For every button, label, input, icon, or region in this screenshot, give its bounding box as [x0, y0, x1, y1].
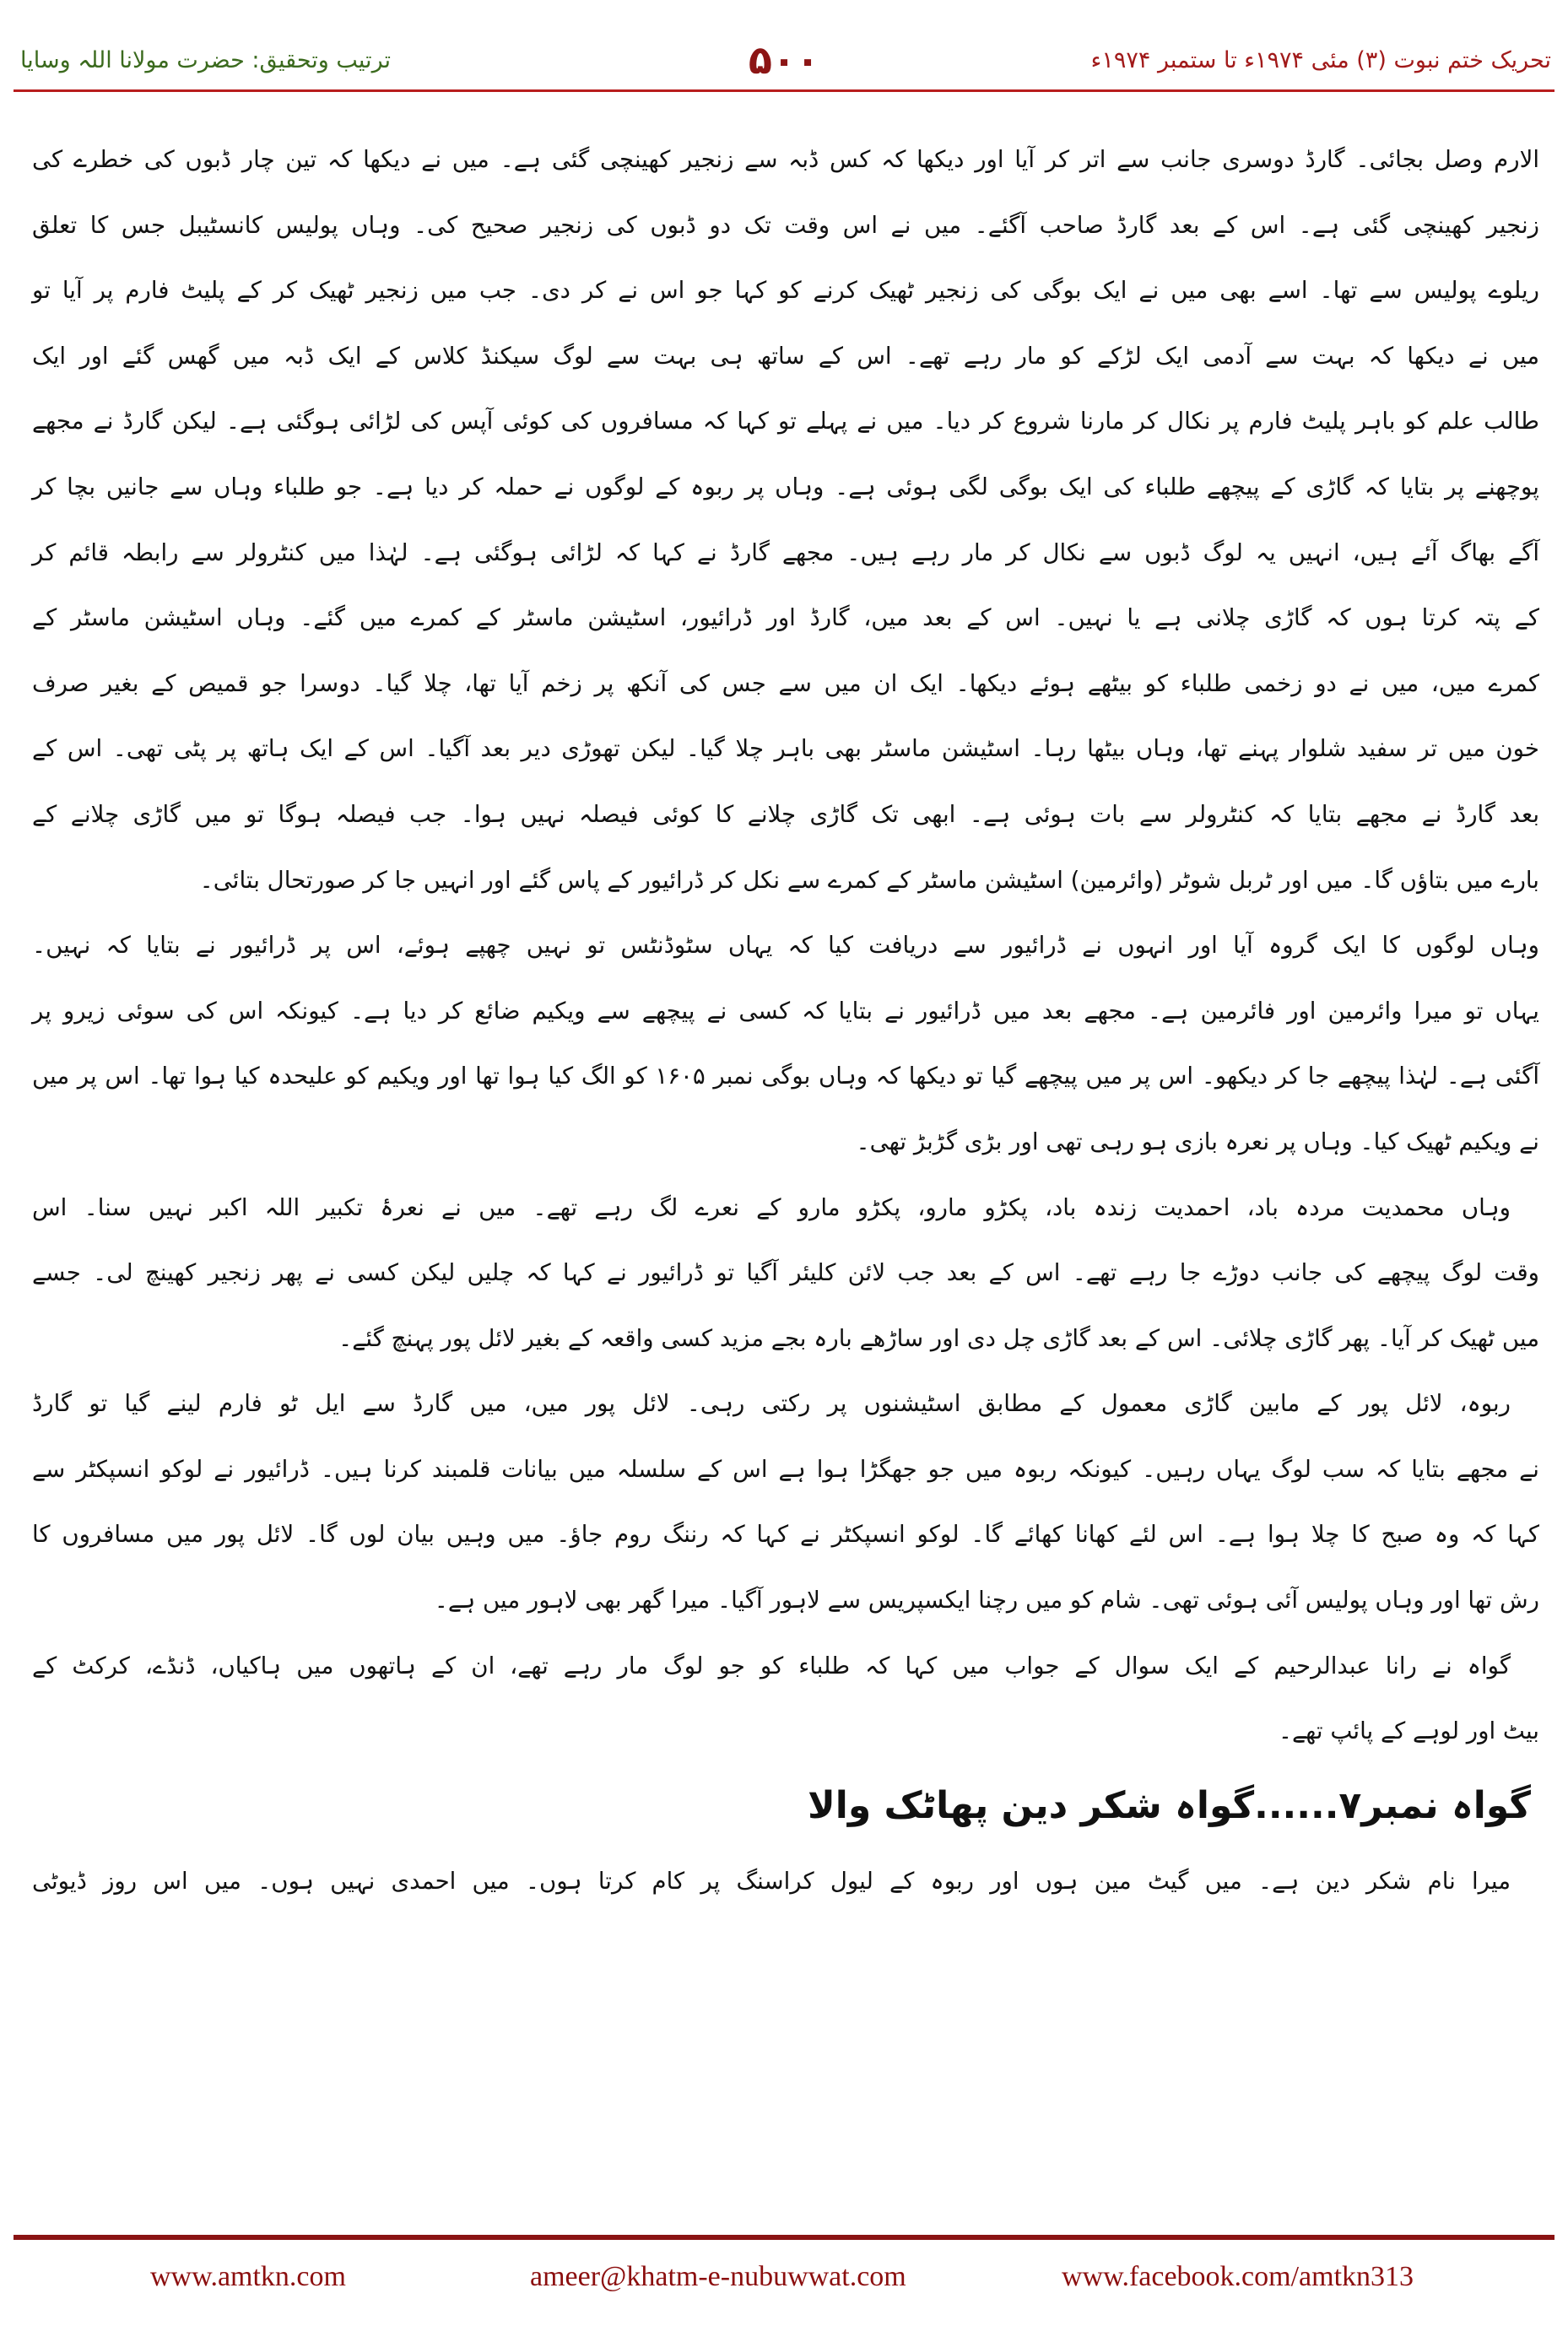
body-text-line: نے مجھے بتایا کہ سب لوگ یہاں رہیں۔ کیونکہ ربوہ میں جو جھگڑا ہوا ہے اس کے سلسلہ میں بیانات قلمبند کرنا ہیں۔ ڈرائیور نے لوکو انسپکٹر سے	[32, 1454, 1539, 1483]
running-title: تحریک ختم نبوت (۳) مئی ۱۹۷۴ء تا ستمبر ۱۹۷۴ء	[1090, 47, 1551, 73]
body-text-line: وہاں لوگوں کا ایک گروہ آیا اور انہوں نے ڈرائیور سے دریافت کیا کہ یہاں سٹوڈنٹس تو نہیں چھپے ہوئے، اس پر ڈرائیور نے بتایا کہ نہیں۔	[32, 931, 1539, 960]
body-text-line: کہا کہ وہ صبح کا چلا ہوا ہے۔ اس لئے کھانا کھائے گا۔ لوکو انسپکٹر نے کہا کہ رننگ روم جاؤ۔ میں وہیں بیان لوں گا۔ لائل پور میں مسافروں کا	[32, 1520, 1539, 1549]
body-text-line: بیٹ اور لوہے کے پائپ تھے۔	[1278, 1717, 1539, 1745]
header-rule	[14, 89, 1554, 92]
body-text-line: زنجیر کھینچی گئی ہے۔ اس کے بعد گارڈ صاحب آگئے۔ میں نے اس وقت تک دو ڈبوں کی زنجیر صحیح کی۔ وہاں پولیس کانسٹیبل جس کا تعلق	[32, 210, 1539, 239]
footer-email: ameer@khatm-e-nubuwwat.com	[530, 2261, 906, 2292]
body-text-line: آگے بھاگ آئے ہیں، انہیں یہ لوگ ڈبوں سے نکال کر مار رہے ہیں۔ مجھے گارڈ نے کہا کہ لڑائی ہوگئی ہے۔ لہٰذا میں کنٹرولر سے رابطہ قائم کر	[32, 538, 1539, 566]
compiler-credit: ترتیب وتحقیق: حضرت مولانا اللہ وسایا	[20, 47, 391, 73]
body-text-line: میرا نام شکر دین ہے۔ میں گیٹ مین ہوں اور ربوہ کے لیول کراسنگ پر کام کرتا ہوں۔ میں احمدی نہیں ہوں۔ میں اس روز ڈیوٹی	[32, 1866, 1511, 1895]
body-text-line: بعد گارڈ نے مجھے بتایا کہ کنٹرولر سے بات ہوئی ہے۔ ابھی تک گاڑی چلانے کا کوئی فیصلہ نہیں ہوا۔ جب فیصلہ ہوگا تو میں گاڑی چلانے کے	[32, 799, 1539, 828]
body-text-line: یہاں تو میرا وائرمین اور فائرمین ہے۔ مجھے بعد میں ڈرائیور نے بتایا کہ کسی نے پیچھے سے ویکیم ضائع کر دیا ہے۔ کیونکہ اس کی سوئی زیرو پر	[32, 996, 1539, 1025]
body-text-line: رش تھا اور وہاں پولیس آئی ہوئی تھی۔ شام کو میں رچنا ایکسپریس سے لاہور آگیا۔ میرا گھر بھی لاہور میں ہے۔	[434, 1586, 1539, 1615]
body-text-line: بارے میں بتاؤں گا۔ میں اور ٹربل شوٹر (وائرمین) اسٹیشن ماسٹر کے کمرے سے نکل کر ڈرائیور کے پاس گئے اور انہیں جا کر صورتحال بتائی۔	[199, 865, 1539, 894]
body-text-line: گواہ نے رانا عبدالرحیم کے ایک سوال کے جواب میں کہا کہ طلباء کو جو لوگ مار رہے تھے، ان کے ہاتھوں میں ہاکیاں، ڈنڈے، کرکٹ کے	[32, 1651, 1511, 1679]
body-text-line: ربوہ، لائل پور کے مابین گاڑی معمول کے مطابق اسٹیشنوں پر رکتی رہی۔ لائل پور میں، میں گارڈ سے ایل ٹو فارم لینے گیا تو گارڈ	[32, 1389, 1511, 1418]
body-text-line: نے ویکیم ٹھیک کیا۔ وہاں پر نعرہ بازی ہو رہی تھی اور بڑی گڑبڑ تھی۔	[856, 1127, 1539, 1155]
footer-website: www.amtkn.com	[150, 2261, 346, 2292]
body-text-line: پوچھنے پر بتایا کہ گاڑی کے پیچھے طلباء کی ایک بوگی لگی ہوئی ہے۔ وہاں پر ربوہ کے لوگوں نے حملہ کر دیا ہے۔ جو طلباء وہاں سے جانیں بچا کر	[32, 472, 1539, 500]
body-text-line: وقت لوگ پیچھے کی جانب دوڑے جا رہے تھے۔ اس کے بعد جب لائن کلیئر آگیا تو ڈرائیور نے کہا کہ چلیں لیکن کسی نے پھر زنجیر کھینچ لی۔ جسے	[32, 1258, 1539, 1287]
footer-rule	[14, 2235, 1554, 2240]
page-number: ۵۰۰	[748, 37, 820, 83]
footer-facebook: www.facebook.com/amtkn313	[1062, 2261, 1414, 2292]
body-text-line: وہاں محمدیت مردہ باد، احمدیت زندہ باد، پکڑو مارو، پکڑو مارو کے نعرے لگ رہے تھے۔ میں نے نعرۂ تکبیر اللہ اکبر نہیں سنا۔ اس	[32, 1193, 1511, 1221]
body-text	[32, 127, 1539, 1913]
body-text-line: کمرے میں، میں نے دو زخمی طلباء کو بیٹھے ہوئے دیکھا۔ ایک ان میں سے جس کی آنکھ پر زخم آیا تھا، چلا گیا۔ دوسرا جو قمیص کے بغیر صرف	[32, 668, 1539, 697]
body-text-line: میں نے دیکھا کہ بہت سے آدمی ایک لڑکے کو مار رہے تھے۔ اس کے ساتھ ہی بہت سے لوگ سیکنڈ کلاس کے ایک ڈبہ میں گھس گئے اور ایک	[32, 341, 1539, 370]
body-text-line: الارم وصل بجائی۔ گارڈ دوسری جانب سے اتر کر آیا اور دیکھا کہ کس ڈبہ سے زنجیر کھینچی گئی ہے۔ میں نے دیکھا کہ تین چار ڈبوں کی خطرے کی	[32, 145, 1539, 173]
witness-heading: گواہ نمبر۷......گواہ شکر دین پھاٹک والا	[808, 1783, 1531, 1827]
body-text-line: ریلوے پولیس سے تھا۔ اسے بھی میں نے ایک بوگی کی زنجیر ٹھیک کرنے کو کہا جو اس نے کر دی۔ جب میں زنجیر ٹھیک کر کے پلیٹ فارم پر آیا تو	[32, 276, 1539, 305]
body-text-line: میں ٹھیک کر آیا۔ پھر گاڑی چلائی۔ اس کے بعد گاڑی چل دی اور ساڑھے بارہ بجے مزید کسی واقعہ کے بغیر لائل پور پہنچ گئے۔	[338, 1323, 1539, 1352]
body-text-line: طالب علم کو باہر پلیٹ فارم پر نکال کر مارنا شروع کر دیا۔ میں نے پہلے تو کہا کہ مسافروں کی کوئی آپس کی لڑائی ہوگئی ہے۔ لیکن گارڈ نے مجھے	[32, 407, 1539, 435]
body-text-line: آگئی ہے۔ لہٰذا پیچھے جا کر دیکھو۔ اس پر میں پیچھے گیا تو دیکھا کہ وہاں بوگی نمبر ۱۶۰۵ کو الگ کیا ہوا تھا اور ویکیم کو علیحدہ کیا ہوا تھا۔ اس پر میں	[32, 1062, 1539, 1090]
body-text-line: خون میں تر سفید شلوار پہنے تھا، وہاں بیٹھا رہا۔ اسٹیشن ماسٹر بھی باہر چلا گیا۔ لیکن تھوڑی دیر بعد آگیا۔ اس کے ایک ہاتھ پر پٹی تھی۔ اس کے	[32, 734, 1539, 763]
body-text-line: کے پتہ کرتا ہوں کہ گاڑی چلانی ہے یا نہیں۔ اس کے بعد میں، گارڈ اور ڈرائیور، اسٹیشن ماسٹر کے کمرے میں گئے۔ وہاں اسٹیشن ماسٹر کے	[32, 603, 1539, 632]
